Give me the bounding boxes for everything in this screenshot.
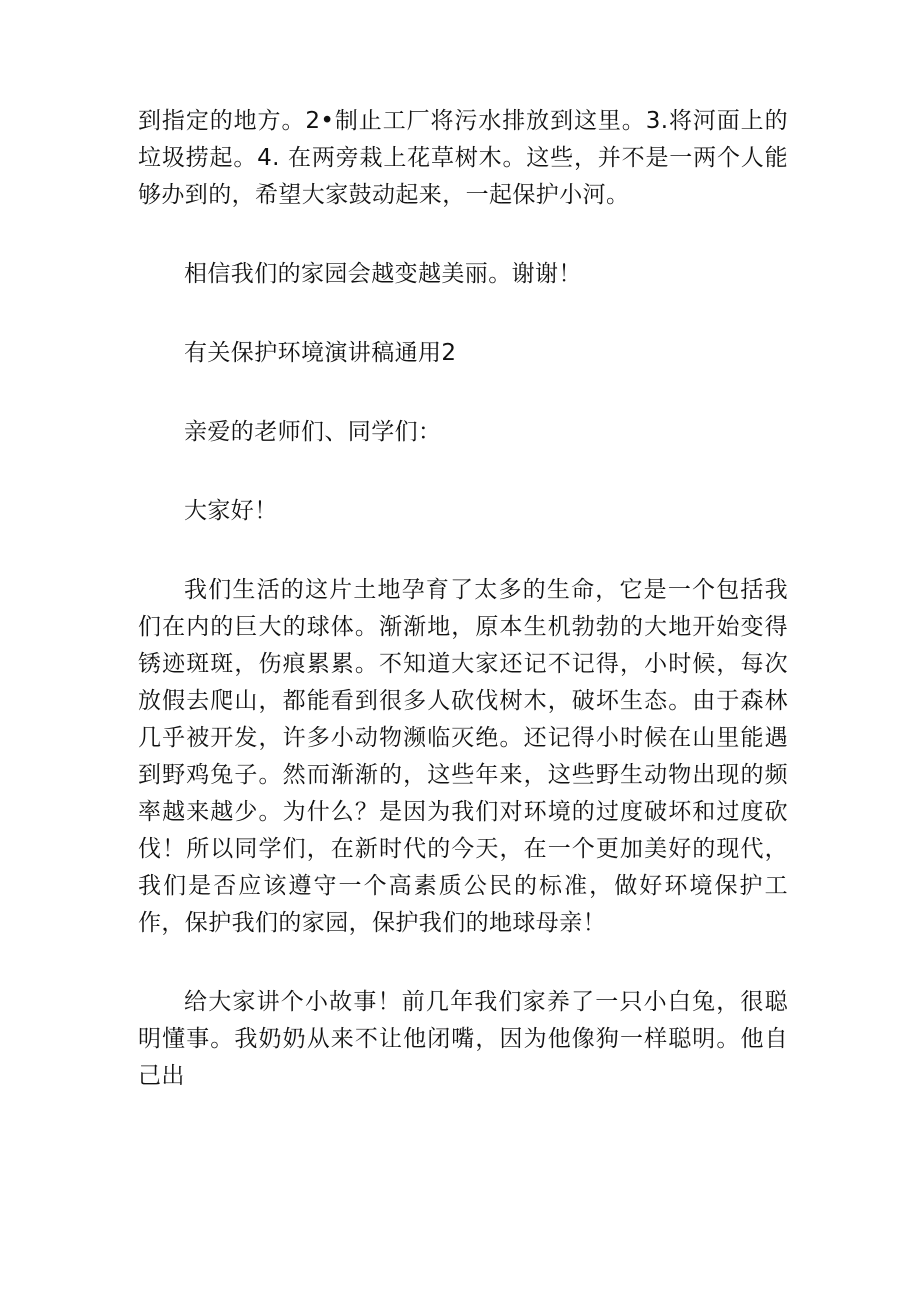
paragraph-story: 给大家讲个小故事！前几年我们家养了一只小白兔，很聪明懂事。我奶奶从来不让他闭嘴，因为他像狗一样聪明。他自己出 bbox=[138, 989, 788, 1089]
section-heading: 有关保护环境演讲稿通用2 bbox=[184, 340, 457, 366]
document-body bbox=[138, 103, 788, 1095]
paragraph-continued: 到指定的地方。2•制止工厂将污水排放到这里。3.将河面上的垃圾捞起。4. 在两旁栽上花草树木。这些，并不是一两个人能够办到的，希望大家鼓动起来，一起保护小河。 bbox=[138, 108, 788, 208]
paragraph-body: 我们生活的这片土地孕育了太多的生命，它是一个包括我们在内的巨大的球体。渐渐地，原本生机勃勃的大地开始变得锈迹斑斑，伤痕累累。不知道大家还记不记得，小时候，每次放假去爬山，都能看到很多人砍伐树木，破坏生态。由于森林几乎被开发，许多小动物濒临灭绝。还记得小时候在山里能遇到野鸡兔子。然而渐渐的，这些年来，这些野生动物出现的频率越来越少。为什么？是因为我们对环境的过度破坏和过度砍伐！所以同学们，在新时代的今天，在一个更加美好的现代，我们是否应该遵守一个高素质公民的标准，做好环境保护工作，保护我们的家园，保护我们的地球母亲！ bbox=[138, 577, 788, 936]
paragraph-closing: 相信我们的家园会越变越美丽。谢谢！ bbox=[184, 261, 582, 287]
greeting: 大家好！ bbox=[184, 498, 278, 524]
salutation: 亲爱的老师们、同学们： bbox=[184, 419, 442, 445]
